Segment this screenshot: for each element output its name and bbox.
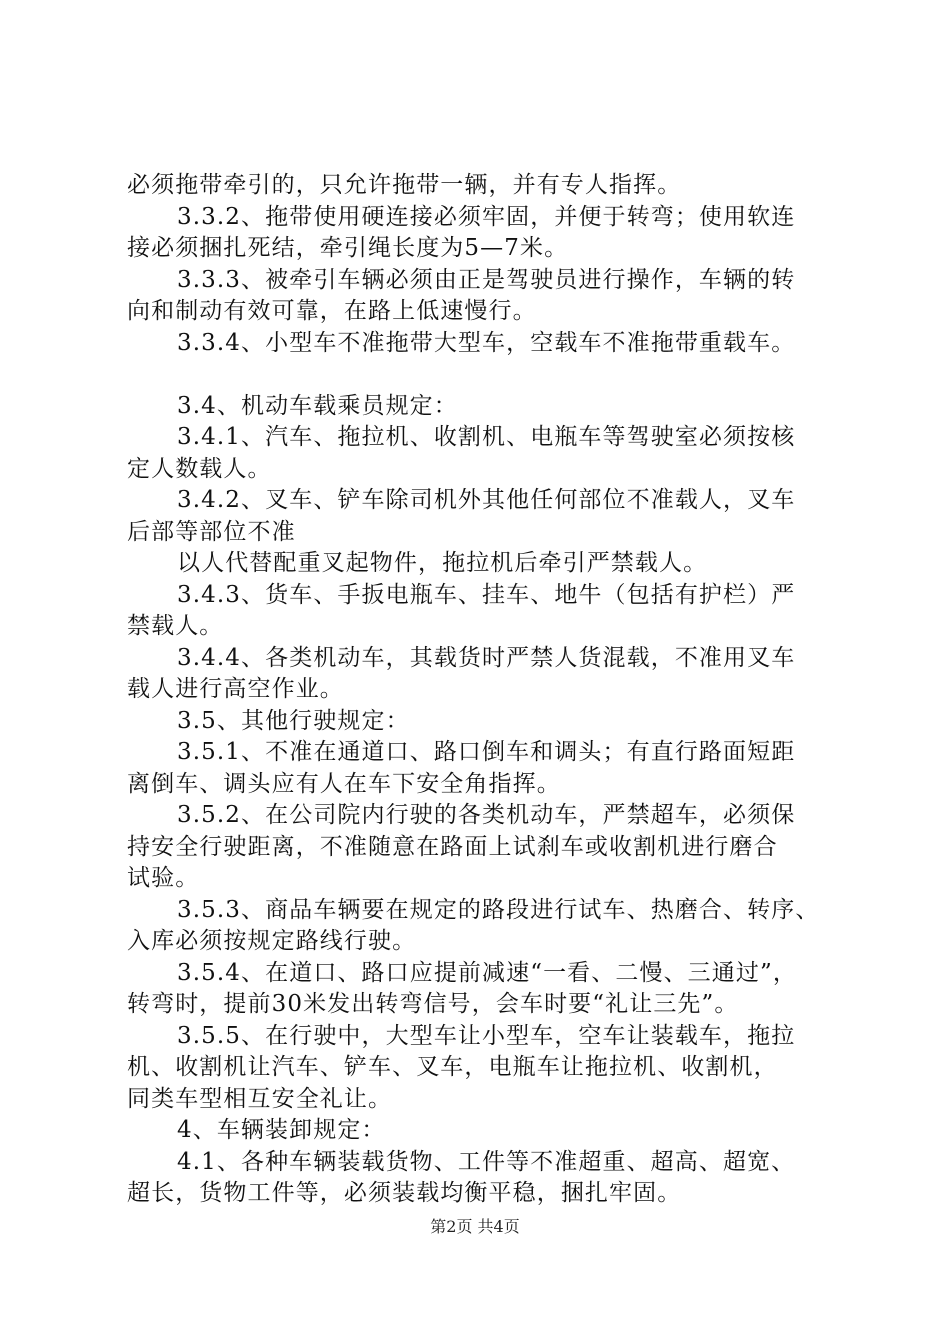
text-line: 3.4.3、货车、手扳电瓶车、挂车、地牛（包括有护栏）严 bbox=[177, 581, 796, 608]
document-body bbox=[127, 170, 837, 1210]
text-line: 持安全行驶距离，不准随意在路面上试刹车或收割机进行磨合 bbox=[127, 833, 778, 860]
text-line: 3.4.4、各类机动车，其载货时严禁人货混载，不准用叉车 bbox=[177, 644, 796, 671]
text-line: 转弯时，提前30米发出转弯信号，会车时要“礼让三先”。 bbox=[127, 991, 739, 1017]
text-line: 定人数载人。 bbox=[127, 455, 272, 482]
text-line: 3.3.2、拖带使用硬连接必须牢固，并便于转弯；使用软连 bbox=[177, 203, 796, 230]
text-line: 4、车辆装卸规定： bbox=[177, 1117, 386, 1143]
text-line: 3.5.1、不准在通道口、路口倒车和调头；有直行路面短距 bbox=[177, 739, 796, 765]
text-line: 后部等部位不准 bbox=[127, 518, 296, 545]
text-line: 3.5.3、商品车辆要在规定的路段进行试车、热磨合、转序、 bbox=[177, 896, 820, 923]
page-footer: 第2页 共4页 bbox=[430, 1217, 520, 1236]
text-line: 3.4.1、汽车、拖拉机、收割机、电瓶车等驾驶室必须按核 bbox=[177, 424, 796, 450]
text-line: 3.3.3、被牵引车辆必须由正是驾驶员进行操作，车辆的转 bbox=[177, 266, 796, 293]
text-line: 3.4、机动车载乘员规定： bbox=[177, 392, 458, 419]
text-line: 超长，货物工件等，必须装载均衡平稳，捆扎牢固。 bbox=[127, 1180, 682, 1206]
text-line: 3.4.2、叉车、铲车除司机外其他任何部位不准载人，叉车 bbox=[177, 487, 796, 513]
text-line: 必须拖带牵引的，只允许拖带一辆，并有专人指挥。 bbox=[127, 172, 682, 198]
text-line: 3.5.5、在行驶中，大型车让小型车，空车让装载车，拖拉 bbox=[177, 1022, 796, 1049]
text-line: 禁载人。 bbox=[127, 613, 224, 639]
text-line: 向和制动有效可靠，在路上低速慢行。 bbox=[127, 298, 537, 324]
text-line: 载人进行高空作业。 bbox=[127, 676, 344, 702]
text-line: 离倒车、调头应有人在车下安全角指挥。 bbox=[127, 770, 561, 797]
text-line: 3.5.2、在公司院内行驶的各类机动车，严禁超车，必须保 bbox=[177, 802, 796, 828]
text-line: 机、收割机让汽车、铲车、叉车，电瓶车让拖拉机、收割机， bbox=[127, 1054, 778, 1080]
text-line: 入库必须按规定路线行驶。 bbox=[127, 928, 417, 954]
text-line: 3.5.4、在道口、路口应提前减速“一看、二慢、三通过”， bbox=[177, 959, 797, 986]
text-line: 3.5、其他行驶规定： bbox=[177, 707, 410, 734]
text-line: 4.1、各种车辆装载货物、工件等不准超重、超高、超宽、 bbox=[177, 1148, 796, 1175]
blank-line bbox=[127, 359, 837, 391]
text-line: 3.3.4、小型车不准拖带大型车，空载车不准拖带重载车。 bbox=[177, 329, 796, 356]
text-line: 试验。 bbox=[127, 865, 200, 891]
text-line: 以人代替配重叉起物件，拖拉机后牵引严禁载人。 bbox=[177, 550, 708, 576]
text-line: 同类车型相互安全礼让。 bbox=[127, 1085, 393, 1112]
text-line: 接必须捆扎死结，牵引绳长度为5—7米。 bbox=[127, 235, 569, 261]
